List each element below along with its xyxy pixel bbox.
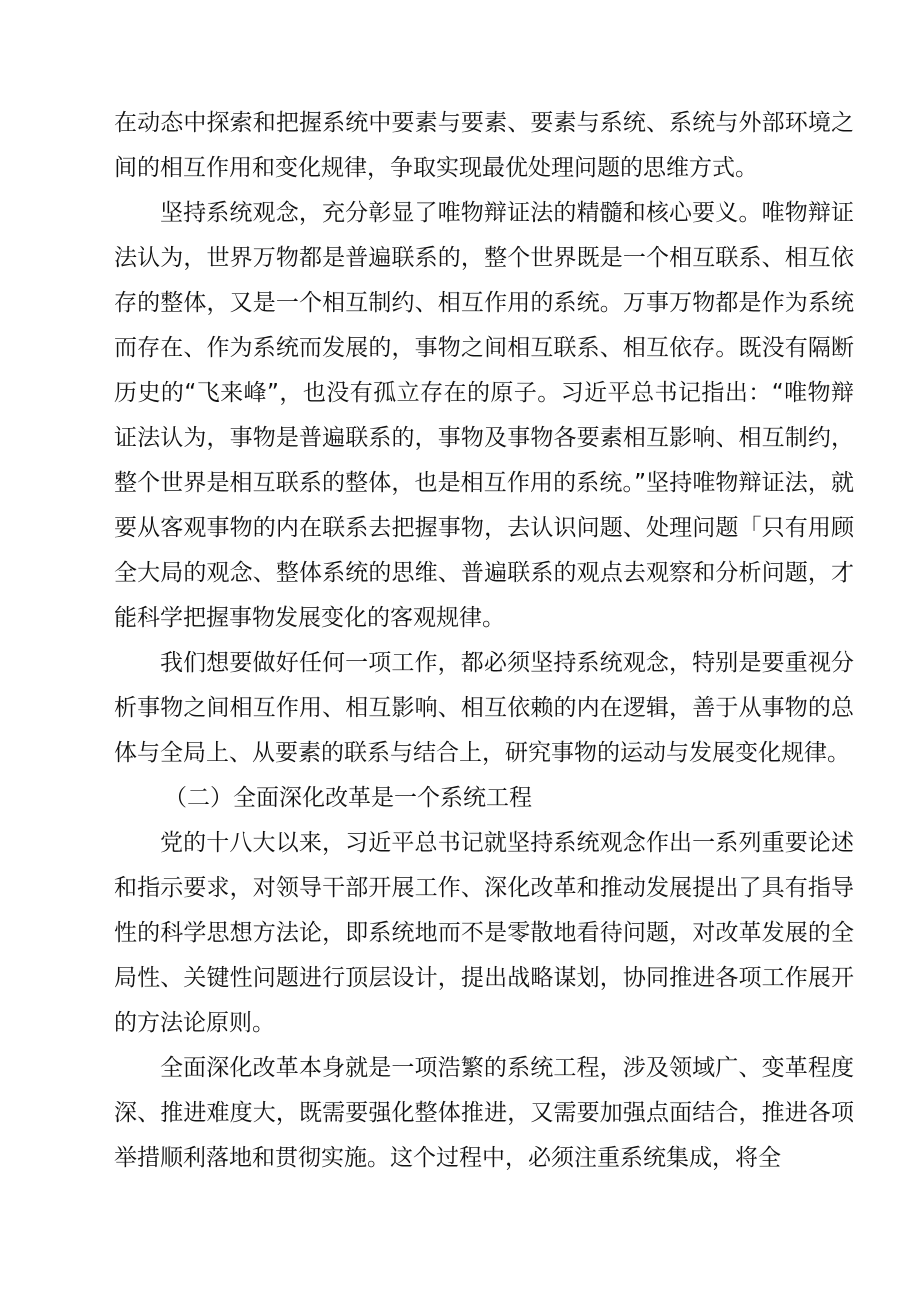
document-body: [114, 101, 854, 1181]
section-heading: （二）全面深化改革是一个系统工程: [164, 785, 532, 811]
paragraph-system-concept: 坚持系统观念，充分彰显了唯物辩证法的精髓和核心要义。唯物辩证法认为，世界万物都是普遍联系的，整个世界既是一个相互联系、相互依存的整体，又是一个相互制约、相互作用的系统。万事万物都是作为系统而存在、作为系统而发展的，事物之间相互联系、相互依存。既没有隔断历史的“飞来峰”，也没有孤立存在的原子。习近平总书记指出：“唯物辩证法认为，事物是普遍联系的，事物及事物各要素相互影响、相互制约，整个世界是相互联系的整体，也是相互作用的系统。”坚持唯物辩证法，就要从客观事物的内在联系去把握事物，去认识问题、处理问题「只有用顾全大局的观念、整体系统的思维、普遍联系的观点去观察和分析问题，才能科学把握事物发展变化的客观规律。: [114, 200, 854, 631]
paragraph-continuation: 在动态中探索和把握系统中要素与要素、要素与系统、系统与外部环境之间的相互作用和变化规律，争取实现最优处理问题的思维方式。: [114, 110, 854, 181]
paragraph-eighteenth-congress: 党的十八大以来，习近平总书记就坚持系统观念作出一系列重要论述和指示要求，对领导干部开展工作、深化改革和推动发展提出了具有指导性的科学思想方法论，即系统地而不是零散地看待问题，对改革发展的全局性、关键性问题进行顶层设计，提出战略谋划，协同推进各项工作展开的方法论原则。: [114, 830, 854, 1036]
paragraph-work-method: 我们想要做好任何一项工作，都必须坚持系统观念，特别是要重视分析事物之间相互作用、相互影响、相互依赖的内在逻辑，善于从事物的总体与全局上、从要素的联系与结合上，研究事物的运动与发展变化规律。: [114, 650, 854, 766]
paragraph-deepening-reform: 全面深化改革本身就是一项浩繁的系统工程，涉及领域广、变革程度深、推进难度大，既需要强化整体推进，又需要加强点面结合，推进各项举措顺利落地和贯彻实施。这个过程中，必须注重系统集成，将全: [114, 1055, 854, 1171]
